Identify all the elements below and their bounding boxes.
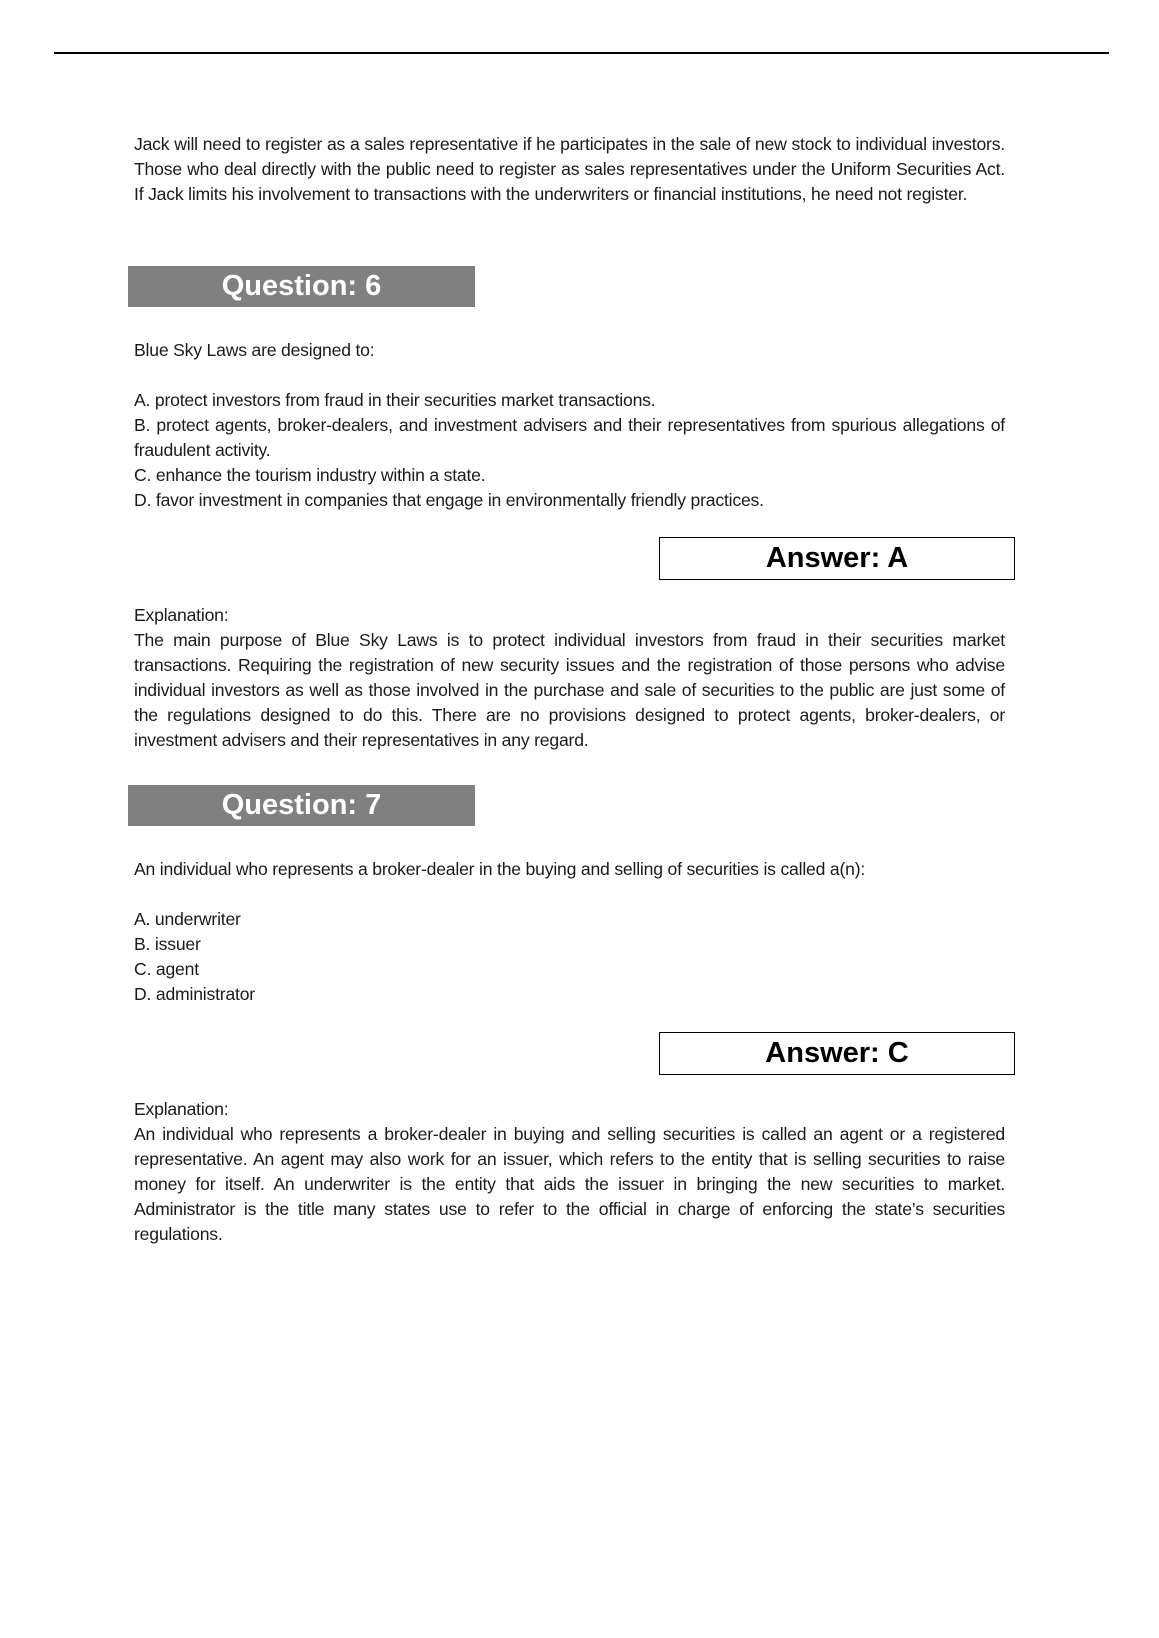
question-7-answer-box: Answer: C [659,1032,1015,1075]
question-7-prompt: An individual who represents a broker-dealer in the buying and selling of securities is called a(n): [134,859,866,879]
question-7-explanation-label: Explanation: [134,1099,229,1119]
question-6-explanation: The main purpose of Blue Sky Laws is to protect individual investors from fraud in their securities market transactions. Requiring the registration of new security issues and the registration of those persons who advise individual investors as well as those involved in the purchase and sale of securities to the public are just some of the regulations designed to do this. There are no provisions designed to protect agents, broker-dealers, or investment advisers and their representatives in any regard. [134,630,1005,750]
question-6-options [134,388,1005,513]
question-6-answer-box: Answer: A [659,537,1015,580]
question-7-label: Question: 7 [221,789,382,821]
header-rule [54,52,1109,54]
question-6-explanation-label: Explanation: [134,605,229,625]
option-c: C. enhance the tourism industry within a state. [134,465,486,485]
option-c: C. agent [134,959,199,979]
question-6-prompt: Blue Sky Laws are designed to: [134,340,375,360]
option-a: A. protect investors from fraud in their securities market transactions. [134,390,656,410]
option-d: D. favor investment in companies that engage in environmentally friendly practices. [134,490,764,510]
option-a: A. underwriter [134,909,241,929]
question-6-label: Question: 6 [221,270,382,302]
option-b: B. protect agents, broker-dealers, and investment advisers and their representatives from spurious allegations of fraudulent activity. [134,415,1005,460]
question-7-options [134,907,1005,1007]
option-d: D. administrator [134,984,255,1004]
intro-paragraph: Jack will need to register as a sales representative if he participates in the sale of new stock to individual investors. Those who deal directly with the public need to register as sales representatives under the Uniform Securities Act. If Jack limits his involvement to transactions with the underwriters or financial institutions, he need not register. [134,134,1005,204]
question-6-banner [128,266,475,307]
question-7-banner [128,785,475,826]
option-b: B. issuer [134,934,201,954]
question-7-explanation: An individual who represents a broker-dealer in buying and selling securities is called an agent or a registered representative. An agent may also work for an issuer, which refers to the entity that is selling securities to raise money for itself. An underwriter is the entity that aids the issuer in bringing the new securities to market. Administrator is the title many states use to refer to the official in charge of enforcing the state’s securities regulations. [134,1124,1005,1244]
